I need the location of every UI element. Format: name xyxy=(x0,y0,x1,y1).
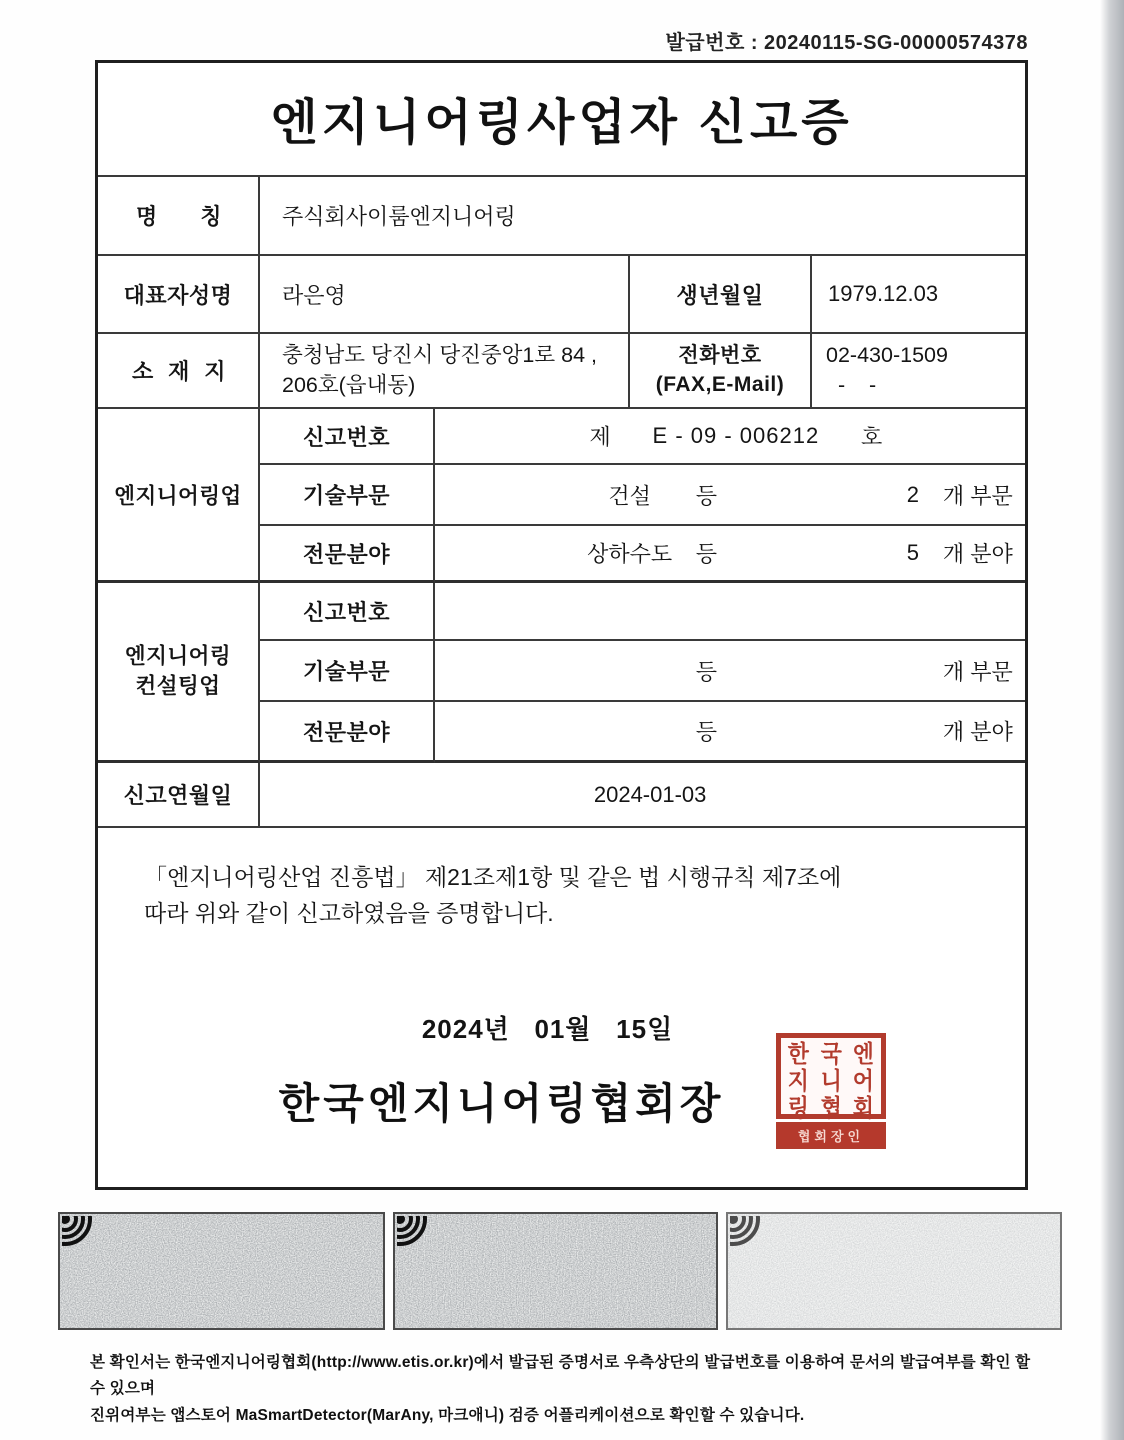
document-title: 엔지니어링사업자 신고증 xyxy=(270,96,853,150)
con-spec-value: 등 개 분야 xyxy=(435,702,1025,763)
eng-report-no-label: 신고번호 xyxy=(260,409,435,465)
address-value-cell: 충청남도 당진시 당진중앙1로 84 , 206호(읍내동) xyxy=(260,334,630,409)
issuer-name: 한국엔지니어링협회장 xyxy=(278,1080,725,1127)
eng-tech-label: 기술부문 xyxy=(260,465,435,526)
anticopy-noise-row xyxy=(0,1212,1124,1330)
noise-block-2 xyxy=(393,1212,718,1330)
birthdate-value-cell: 1979.12.03 xyxy=(812,256,1025,334)
con-report-no-value xyxy=(435,583,1025,641)
seal-glyph-grid: 한 국 엔 지 니 어 링 협 회 xyxy=(776,1033,886,1119)
report-date-value: 2024-01-03 xyxy=(260,763,1025,828)
report-date-label: 신고연월일 xyxy=(98,763,260,828)
watermark-arcs-icon xyxy=(397,1216,431,1250)
watermark-arcs-icon xyxy=(62,1216,96,1250)
noise-block-1 xyxy=(58,1212,385,1330)
engineering-section-label: 엔지니어링업 xyxy=(98,409,260,583)
legal-statement: 「엔지니어링산업 진흥법」 제21조제1항 및 같은 법 시행규칙 제7조에 따라 위와 같이 신고하였음을 증명합니다. xyxy=(144,864,842,926)
eng-spec-value: 상하수도 등 5 개 분야 xyxy=(435,526,1025,583)
verification-notice: 본 확인서는 한국엔지니어링협회(http://www.etis.or.kr)에서 발급된 증명서로 우측상단의 발급번호를 이용하여 문서의 발급여부를 확인 할 수 있으며 진위여부는 앱스토어 MaSmartDetector(MarAny, 마크애니) 검증 어플리케이션으로 확인할 수 있습니다. xyxy=(90,1354,1031,1424)
con-report-no-label: 신고번호 xyxy=(260,583,435,641)
phone-label-cell: 전화번호 (FAX,E-Mail) xyxy=(630,334,812,409)
issue-date: 2024년 01월 15일 xyxy=(421,1014,674,1044)
phone-value-cell: 02-430-1509 - - xyxy=(812,334,1025,409)
address-label-cell: 소 재 지 xyxy=(98,334,260,409)
con-tech-label: 기술부문 xyxy=(260,641,435,702)
official-seal xyxy=(776,1033,886,1149)
name-label-cell: 명 칭 xyxy=(98,177,260,256)
con-tech-value: 등 개 부문 xyxy=(435,641,1025,702)
seal-bottom-strip: 협회장인 xyxy=(776,1122,886,1149)
title-row xyxy=(98,63,1025,177)
eng-tech-value: 건설 등 2 개 부문 xyxy=(435,465,1025,526)
noise-block-3 xyxy=(726,1212,1062,1330)
certificate-table xyxy=(98,63,1025,828)
eng-report-no-value: 제 E - 09 - 006212 호 xyxy=(435,409,1025,465)
name-value-cell: 주식회사이룸엔지니어링 xyxy=(260,177,1025,256)
watermark-arcs-icon xyxy=(730,1216,764,1250)
representative-value-cell: 라은영 xyxy=(260,256,630,334)
representative-label-cell: 대표자성명 xyxy=(98,256,260,334)
certification-area xyxy=(98,833,1025,1190)
con-spec-label: 전문분야 xyxy=(260,702,435,763)
consulting-section-label: 엔지니어링 컨설팅업 xyxy=(98,583,260,763)
eng-spec-label: 전문분야 xyxy=(260,526,435,583)
certificate-border-box xyxy=(95,60,1028,1190)
issue-number: 발급번호 : 20240115-SG-00000574378 xyxy=(665,32,1028,54)
birthdate-label-cell: 생년월일 xyxy=(630,256,812,334)
scan-page-edge xyxy=(1100,0,1124,1440)
